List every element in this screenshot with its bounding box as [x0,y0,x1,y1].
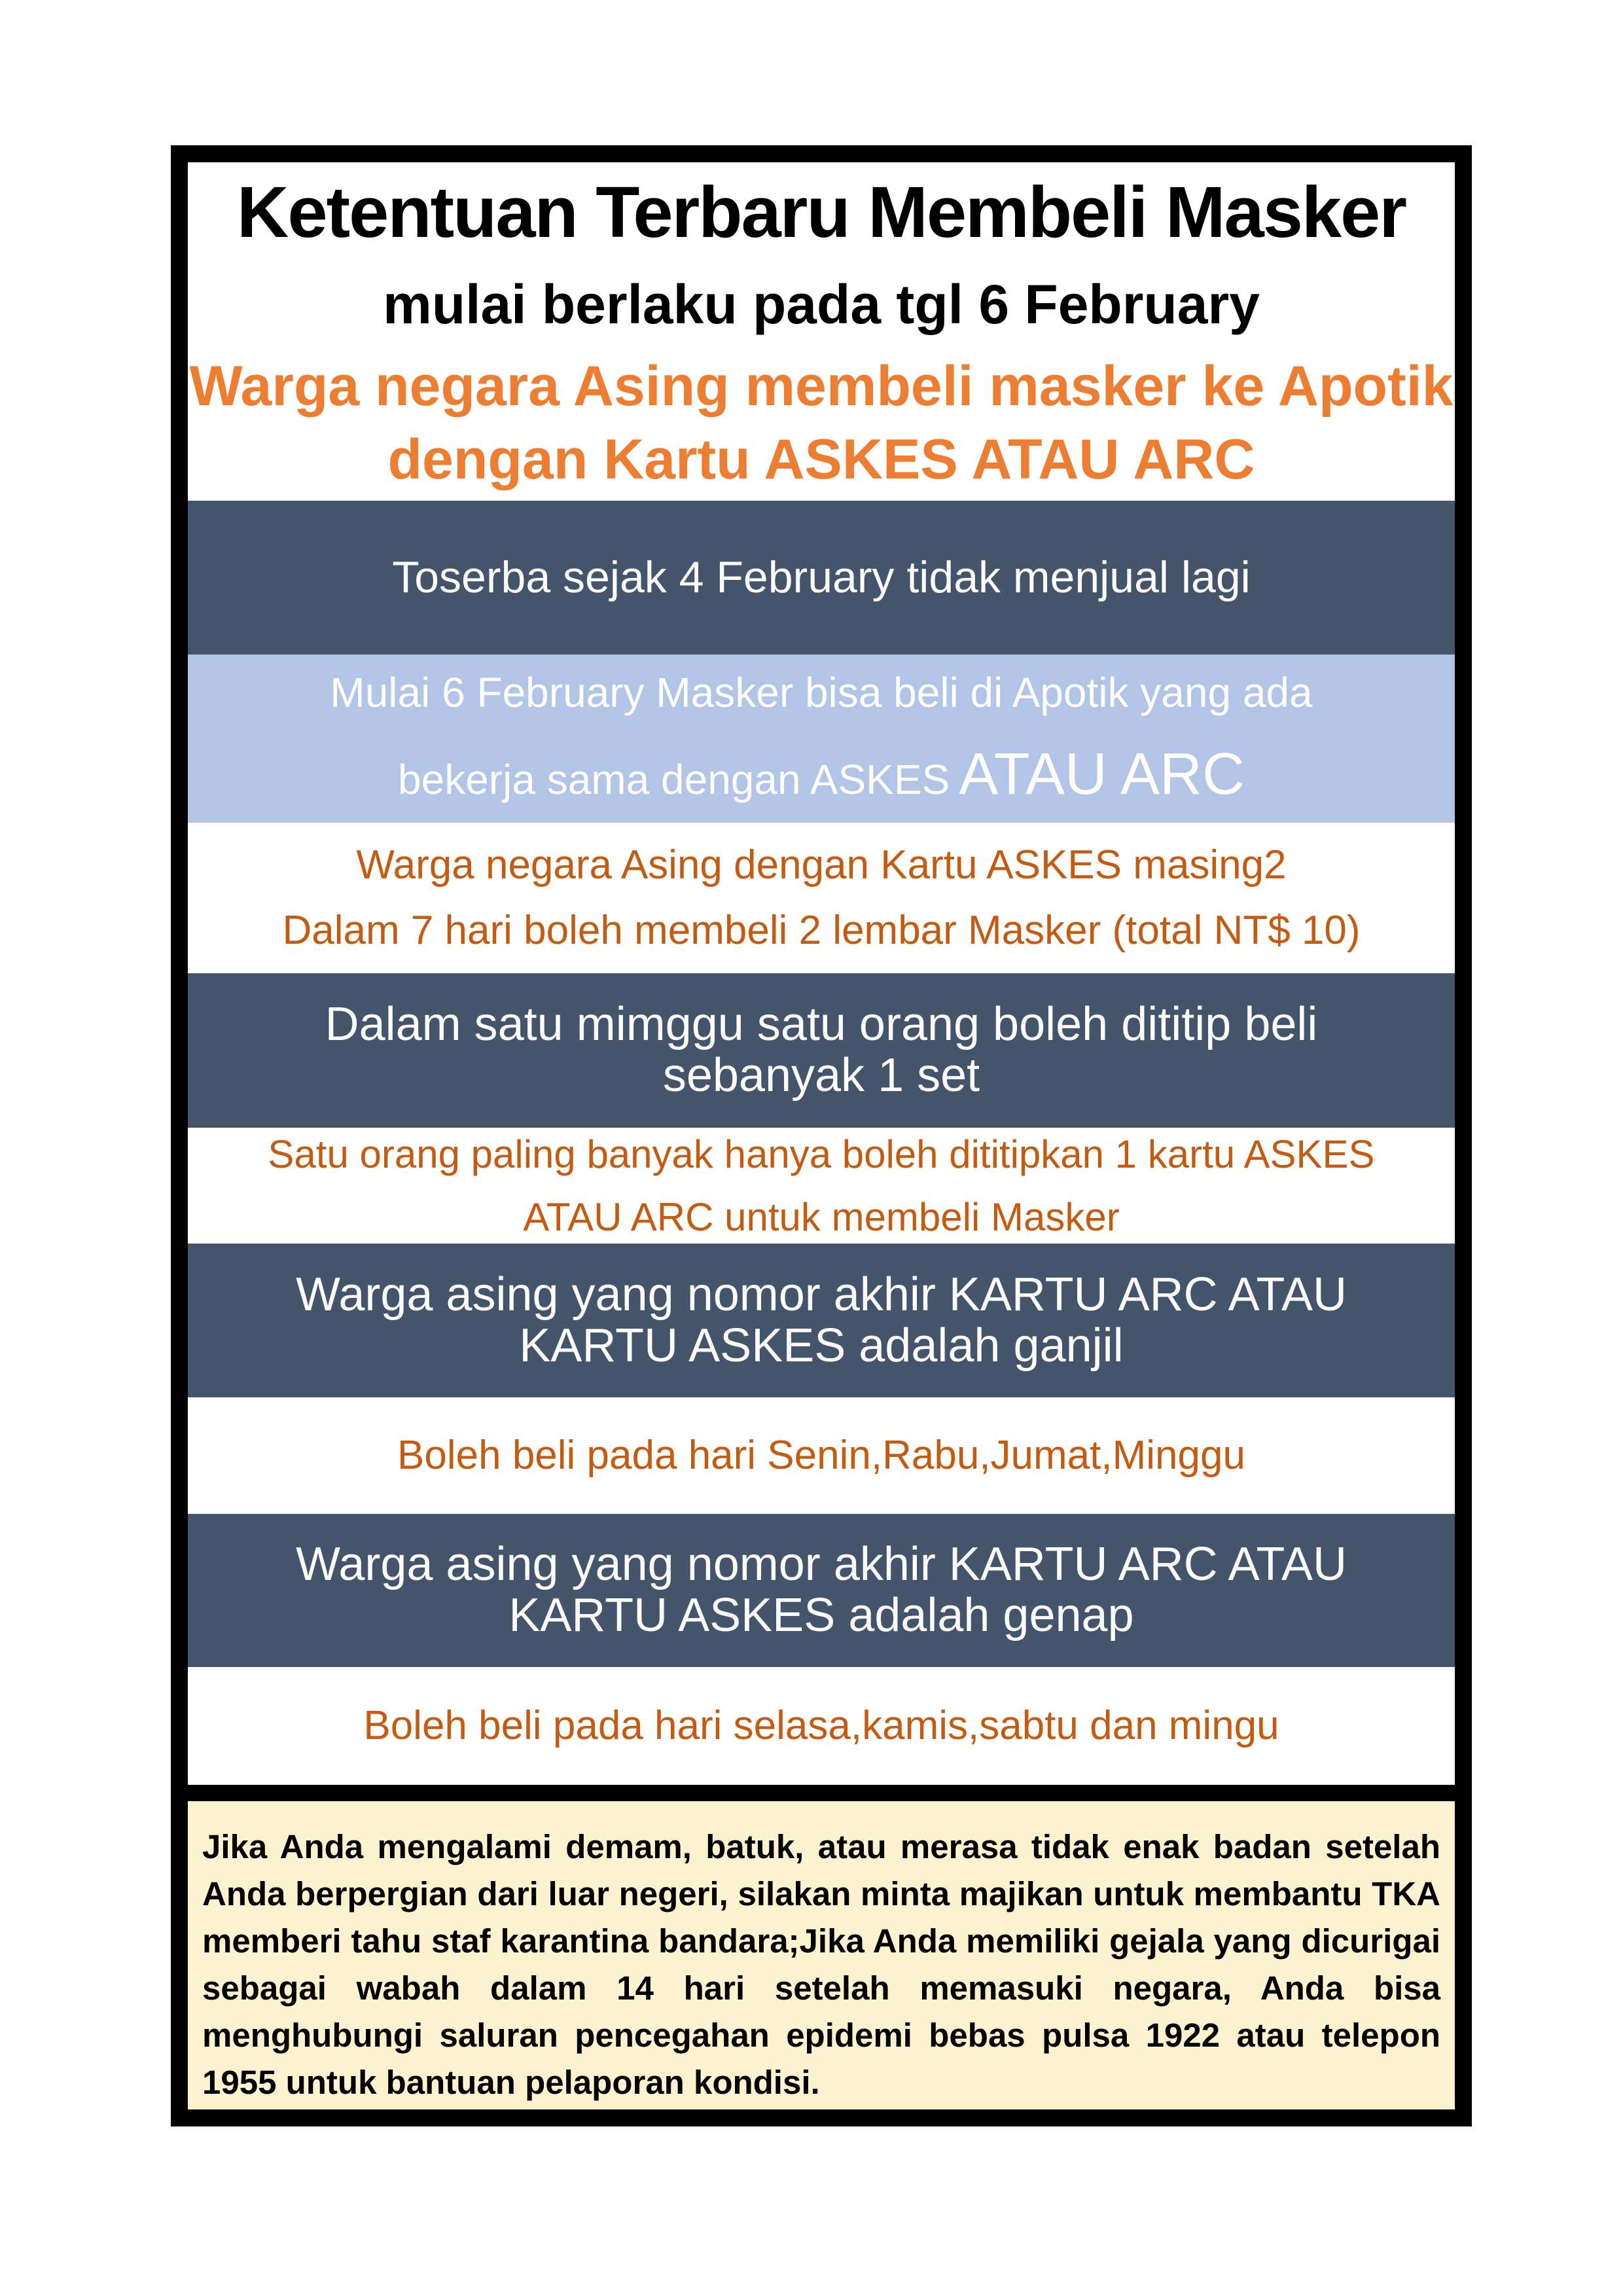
band-dititip-line-2: sebanyak 1 set [662,1049,980,1102]
health-notice-text: Jika Anda mengalami demam, batuk, atau merasa tidak enak badan setelah Anda berpergian dari luar negeri, silakan minta majikan untuk membantu TKA memberi tahu staf karantina bandara;Jika Anda memiliki gejala yang dicurigai sebagai wabah dalam 14 hari setelah memasuki negara, Anda bisa menghubungi saluran pencegahan epidemi bebas pulsa 1922 atau telepon 1955 untuk bantuan pelaporan kondisi. [202,1828,1440,2101]
band-dititipkan-rule [188,1128,1455,1244]
band-apotik-line-2-large: ATAU ARC [959,741,1245,807]
band-dititip-line-1: Dalam satu mimggu satu orang boleh dititip beli [325,998,1318,1051]
divider-bar [188,1785,1455,1801]
band-nomor-ganjil-line-1: Warga asing yang nomor akhir KARTU ARC ATAU [296,1268,1347,1321]
band-hari-genap [188,1667,1455,1785]
band-kartu-askes-limit [188,823,1455,973]
intro-line-2: dengan Kartu ASKES ATAU ARC [387,427,1255,491]
poster-subtitle: mulai berlaku pada tgl 6 February [383,273,1260,335]
band-apotik-line-1: Mulai 6 February Masker bisa beli di Apotik yang ada [330,668,1313,716]
poster-frame [171,145,1472,2126]
poster-header [188,162,1455,501]
band-nomor-genap [188,1514,1455,1667]
band-hari-ganjil [188,1397,1455,1514]
band-apotik-line-2-normal: bekerja sama dengan ASKES [398,755,950,803]
band-kartu-askes-line-2: Dalam 7 hari boleh membeli 2 lembar Masker (total NT$ 10) [282,908,1361,953]
poster-title: Ketentuan Terbaru Membeli Masker [236,172,1406,253]
health-notice-box [188,1801,1455,2109]
band-toserba-notice [188,501,1455,655]
band-dititip-rule [188,973,1455,1128]
band-hari-ganjil-text: Boleh beli pada hari Senin,Rabu,Jumat,Minggu [397,1432,1245,1478]
band-nomor-genap-line-2: KARTU ASKES adalah genap [508,1589,1134,1641]
band-nomor-ganjil [188,1244,1455,1397]
band-dititipkan-line-1: Satu orang paling banyak hanya boleh dititipkan 1 kartu ASKES [268,1132,1375,1176]
band-kartu-askes-line-1: Warga negara Asing dengan Kartu ASKES masing2 [356,842,1287,888]
intro-line-1: Warga negara Asing membeli masker ke Apotik [189,355,1454,418]
band-apotik-line-2 [398,741,1245,809]
band-dititipkan-line-2: ATAU ARC untuk membeli Masker [523,1194,1120,1239]
band-nomor-ganjil-line-2: KARTU ASKES adalah ganjil [519,1319,1124,1372]
band-toserba-text: Toserba sejak 4 February tidak menjual lagi [392,552,1251,603]
band-nomor-genap-line-1: Warga asing yang nomor akhir KARTU ARC ATAU [296,1538,1347,1591]
band-hari-genap-text: Boleh beli pada hari selasa,kamis,sabtu dan mingu [363,1702,1279,1748]
band-apotik-info [188,655,1455,823]
